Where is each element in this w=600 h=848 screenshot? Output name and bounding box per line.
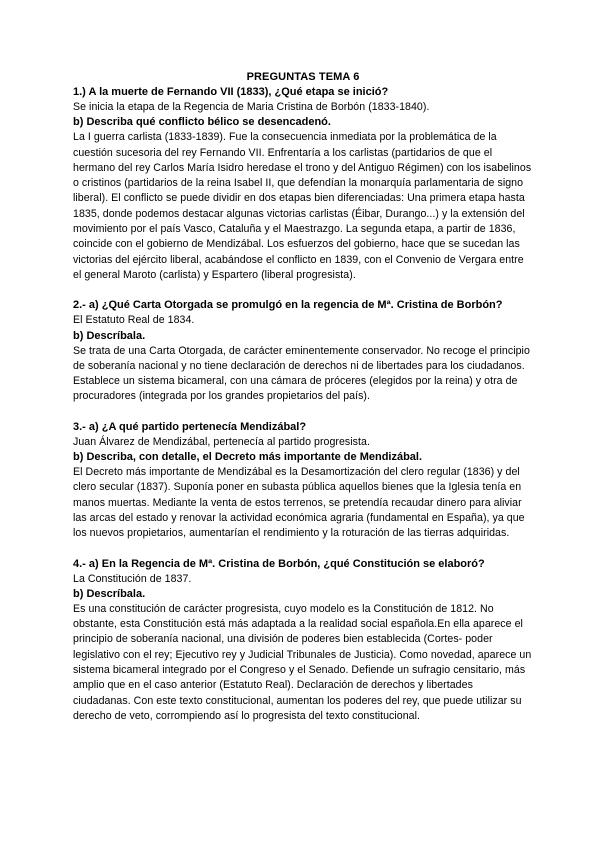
question-3 — [73, 420, 533, 542]
question-4 — [73, 557, 533, 725]
answer-2b: Se trata de una Carta Otorgada, de carácter eminentemente conservador. No recoge el principio de soberanía nacional y no tiene declaración de derechos ni de libertades para los ciudadanos. Establece un sistema bicameral, con una cámara de próceres (elegidos por la reina) y otra de procuradores (integrada por los grandes propietarios del país). — [73, 344, 530, 403]
answer-3b: El Decreto más importante de Mendizábal es la Desamortización del clero regular (1836) y del clero secular (1837). Suponía poner en subasta pública aquellos bienes que la Iglesia tenía en manos muertas. Mediante la venta de estos terrenos, se pretendía recaudar dinero para aliviar las arcas del estado y renovar la actividad económica agraria (fundamental en España), ya que los nuevos propietarios, aumentarían el rendimiento y la roturación de las tierras adquiridas. — [73, 466, 525, 540]
question-3a: 3.- a) ¿A qué partido pertenecía Mendizábal? — [73, 420, 307, 433]
question-2b: b) Descríbala. — [73, 329, 146, 342]
answer-2a: El Estatuto Real de 1834. — [73, 314, 195, 327]
question-1b: b) Describa qué conflicto bélico se desencadenó. — [73, 116, 331, 129]
answer-3a: Juan Álvarez de Mendizábal, pertenecía al partido progresista. — [73, 435, 370, 448]
answer-4a: La Constitución de 1837. — [73, 572, 192, 585]
section-spacer — [73, 405, 533, 420]
document-title: PREGUNTAS TEMA 6 — [246, 71, 360, 83]
document-body — [73, 70, 533, 724]
answer-1b: La I guerra carlista (1833-1839). Fue la consecuencia inmediata por la problemática de la cuestión sucesoria del rey Fernando VII. Enfrentaría a los carlistas (partidarios de que el hermano del rey Carlos María Isidro heredase el trono y del Antiguo Régimen) con los isabelinos o cristinos (partidarios de la reina Isabel II, que defendían la monarquía parlamentaria de signo liberal). El conflicto se puede dividir en dos etapas bien diferenciadas: Una primera etapa hasta 1835, donde podemos destacar algunas victorias carlistas (Éibar, Durango...) y la extensión del movimiento por el país Vasco, Cataluña y el Maestrazgo. La segunda etapa, a partir de 1836, coincide con el gobierno de Mendizábal. Los esfuerzos del gobierno, hace que se sucedan las victorias del ejército liberal, acabándose el conflicto en 1839, con el Convenio de Vergara entre el general Maroto (carlista) y Espartero (liberal progresista). — [73, 131, 532, 281]
question-1a: 1.) A la muerte de Fernando VII (1833), ¿Qué etapa se inició? — [73, 86, 389, 98]
question-4a: 4.- a) En la Regencia de Mª. Cristina de Borbón, ¿qué Constitución se elaboró? — [73, 557, 485, 570]
question-2 — [73, 298, 533, 404]
question-1 — [73, 85, 533, 283]
section-spacer — [73, 542, 533, 557]
answer-4b: Es una constitución de carácter progresista, cuyo modelo es la Constitución de 1812. No obstante, esta Constitución está más adaptada a la realidad social española.En ella aparece el principio de soberanía nacional, una división de poderes bien establecida (Cortes- poder legislativo con el rey; Ejecutivo rey y Judicial Tribunales de Justicia). Como novedad, aparece un sistema bicameral integrado por el Congreso y el Senado. Defiende un sufragio censitario, más amplio que en el caso anterior (Estatuto Real). Declaración de derechos y libertades ciudadanas. Con este texto constitucional, aumentan los poderes del rey, que puede utilizar su derecho de veto, corrompiendo así lo progresista del texto constitucional. — [73, 602, 532, 722]
question-4b: b) Descríbala. — [73, 587, 146, 600]
question-2a: 2.- a) ¿Qué Carta Otorgada se promulgó en la regencia de Mª. Cristina de Borbón? — [73, 299, 503, 312]
question-3b: b) Describa, con detalle, el Decreto más importante de Mendizábal. — [73, 451, 423, 464]
answer-1a: Se inicia la etapa de la Regencia de Maria Cristina de Borbón (1833-1840). — [73, 101, 430, 113]
section-spacer — [73, 283, 533, 298]
